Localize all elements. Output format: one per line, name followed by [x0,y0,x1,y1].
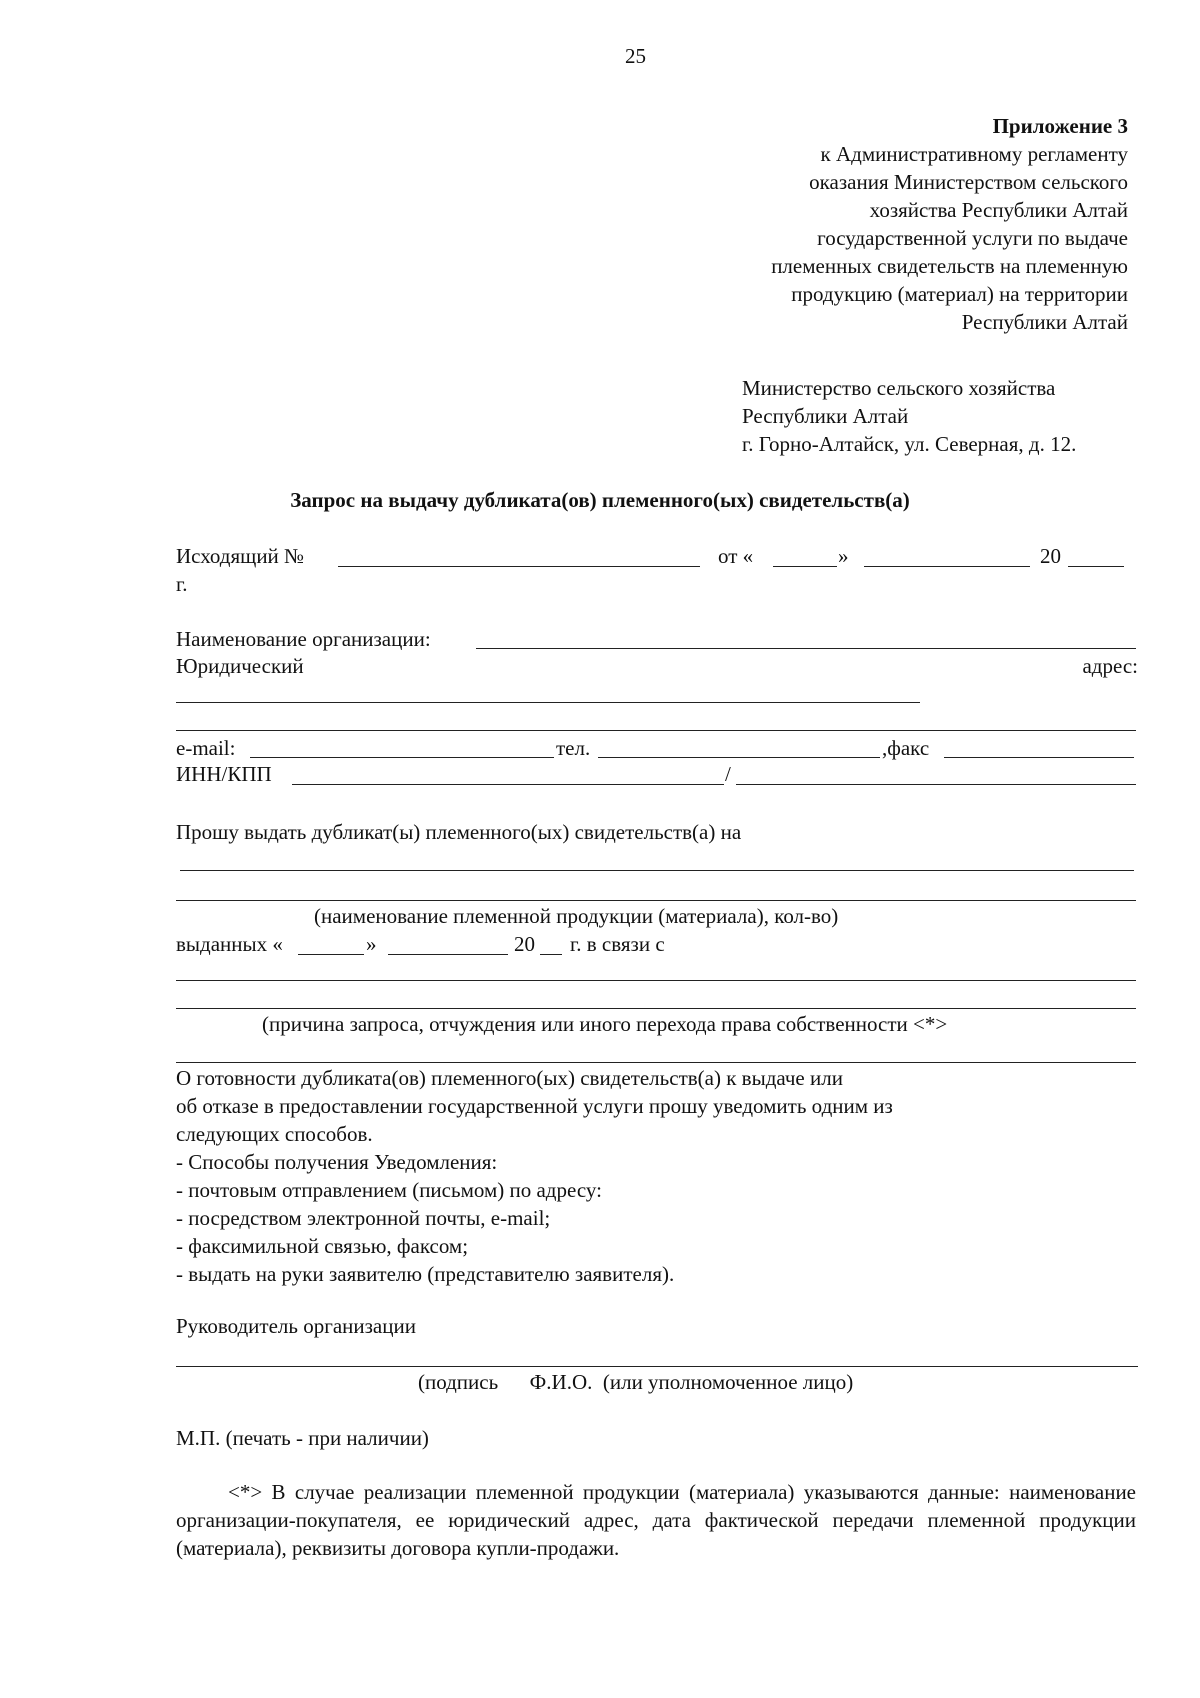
product-caption: (наименование племенной продукции (материала), кол-во) [314,904,839,928]
day-field[interactable] [773,566,837,567]
head-label: Руководитель организации [176,1314,416,1338]
appendix-line: продукцию (материал) на территории [791,282,1128,306]
notice-line: - выдать на руки заявителю (представителю заявителя). [176,1262,675,1286]
inn-label: ИНН/КПП [176,762,272,786]
legal-label: Юридический [176,654,304,678]
year-field[interactable] [1068,566,1124,567]
reason-field-2[interactable] [176,1008,1136,1009]
org-name-label: Наименование организации: [176,627,431,651]
phone-label: тел. [556,736,591,760]
appendix-line: к Административному регламенту [820,142,1128,166]
issued-suffix: г. в связи с [570,932,665,956]
issued-day-field[interactable] [298,954,364,955]
quote-close: » [838,544,849,568]
form-title: Запрос на выдачу дубликата(ов) племенного(ых) свидетельств(а) [290,488,910,512]
kpp-field[interactable] [736,784,1136,785]
product-field-1[interactable] [180,870,1134,871]
address-label: адрес: [1082,654,1138,678]
appendix-line: оказания Министерством сельского [809,170,1128,194]
year-suffix: г. [176,572,188,596]
email-label: e-mail: [176,736,236,760]
page-number: 25 [625,44,646,68]
inn-field[interactable] [292,784,724,785]
org-name-field[interactable] [476,648,1136,649]
request-text: Прошу выдать дубликат(ы) племенного(ых) свидетельств(а) на [176,820,742,844]
address-field-2[interactable] [176,730,1136,731]
month-field[interactable] [864,566,1030,567]
appendix-line: государственной услуги по выдаче [817,226,1128,250]
email-field[interactable] [250,757,554,758]
appendix-line: хозяйства Республики Алтай [869,198,1128,222]
year-prefix: 20 [1040,544,1061,568]
signature-caption: (подпись Ф.И.О. (или уполномоченное лицо) [418,1370,854,1394]
addressee-block [742,374,1076,458]
addressee-line: Министерство сельского хозяйства [742,376,1056,400]
notice-line: - Способы получения Уведомления: [176,1150,498,1174]
notice-line: - факсимильной связью, факсом; [176,1234,469,1258]
appendix-title: Приложение 3 [992,114,1128,138]
from-label: от « [718,544,754,568]
appendix-line: племенных свидетельств на племенную [771,254,1128,278]
slash: / [725,762,731,786]
issued-month-field[interactable] [388,954,508,955]
issued-year-field[interactable] [540,954,562,955]
product-field-2[interactable] [176,900,1136,901]
reason-field-3[interactable] [176,1062,1136,1063]
notice-line: следующих способов. [176,1122,373,1146]
notice-line: О готовности дубликата(ов) племенного(ых) свидетельств(а) к выдаче или [176,1066,843,1090]
issued-label: выданных « [176,932,283,956]
footnote: <*> В случае реализации племенной продукции (материала) указываются данные: наименование организации-покупателя, ее юридический адрес, дата фактической передачи племенной продукции (материала), реквизиты договора купли-продажи. [176,1480,1136,1560]
appendix-block [628,112,1128,336]
appendix-line: Республики Алтай [961,310,1128,334]
fax-label: ,факс [882,736,930,760]
issued-quote-close: » [366,932,377,956]
address-field-1[interactable] [176,702,920,703]
notice-line: - посредством электронной почты, e-mail; [176,1206,551,1230]
notice-line: - почтовым отправлением (письмом) по адресу: [176,1178,602,1202]
addressee-line: г. Горно-Алтайск, ул. Северная, д. 12. [742,432,1077,456]
reason-caption: (причина запроса, отчуждения или иного перехода права собственности <*> [262,1012,948,1036]
reason-field-1[interactable] [176,980,1136,981]
outgoing-label: Исходящий № [176,544,305,568]
addressee-line: Республики Алтай [742,404,909,428]
signature-field[interactable] [176,1366,1138,1367]
fax-field[interactable] [944,757,1134,758]
notice-line: об отказе в предоставлении государственной услуги прошу уведомить одним из [176,1094,893,1118]
phone-field[interactable] [598,757,880,758]
outgoing-number-field[interactable] [338,566,700,567]
seal-note: М.П. (печать - при наличии) [176,1426,429,1450]
issued-year: 20 [514,932,535,956]
notice-block [176,1064,893,1288]
